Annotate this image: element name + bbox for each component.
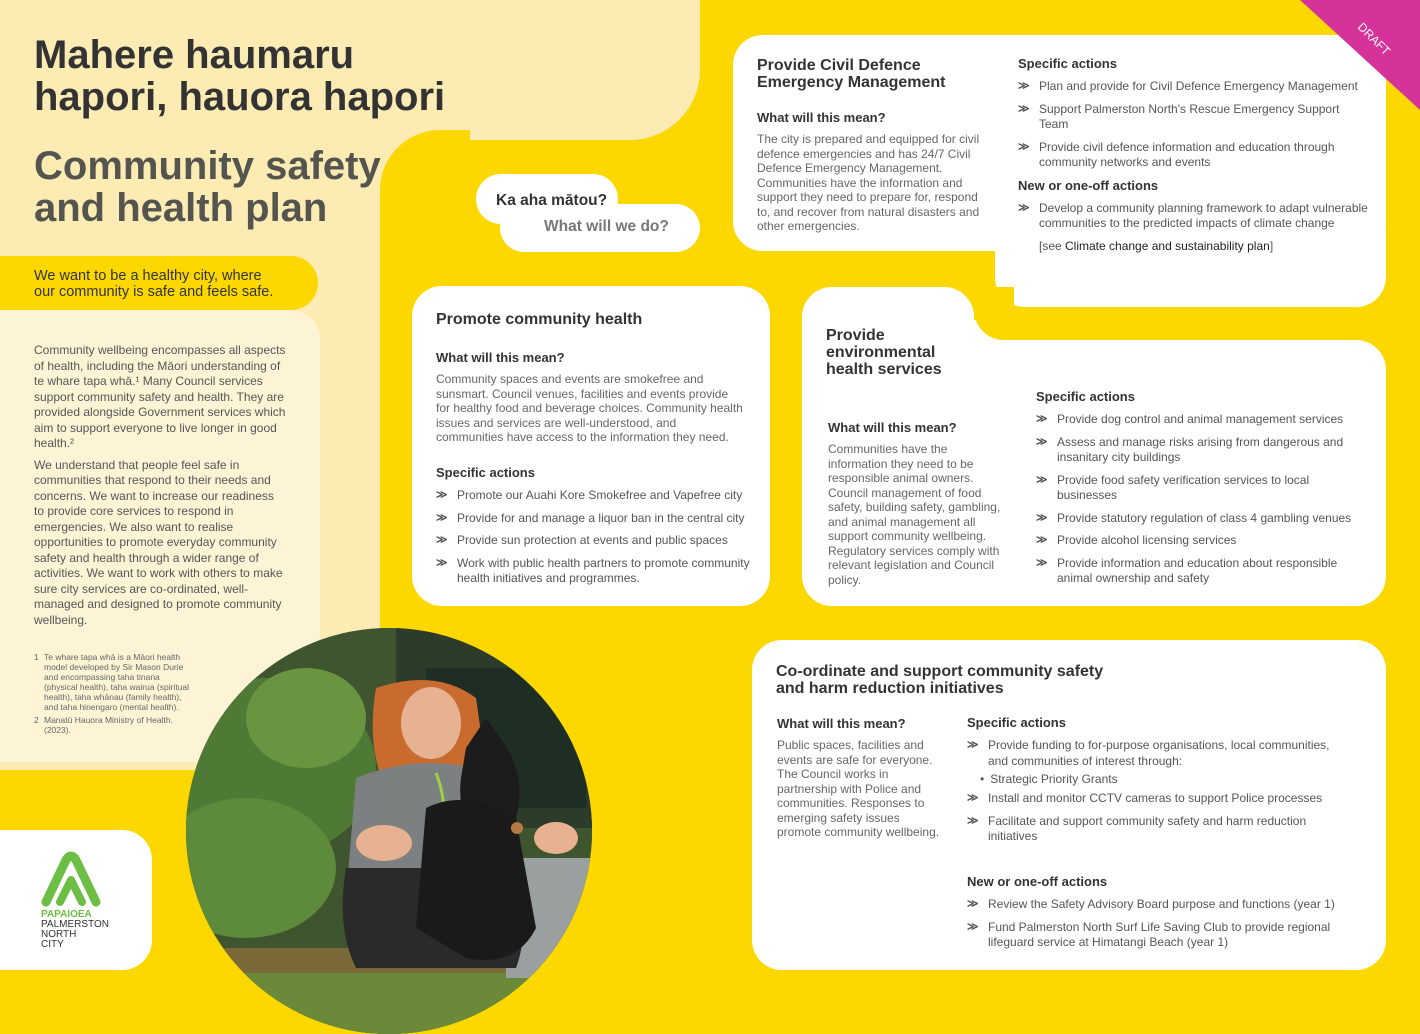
english-title-line-1: Community safety	[34, 144, 381, 188]
chevron-right-icon: ≫	[967, 792, 979, 804]
community-health-meaning-heading: What will this mean?	[436, 350, 565, 365]
staff-with-dog-photo	[186, 628, 592, 1034]
title-panel-notch	[380, 130, 470, 290]
civil-defence-specific-heading: Specific actions	[1018, 56, 1117, 71]
environmental-health-title-line-3: health services	[826, 361, 942, 378]
vision-line-1: We want to be a healthy city, where	[34, 268, 262, 284]
footnote-number: 1	[34, 652, 39, 662]
page-title	[34, 34, 445, 118]
chevron-right-icon: ≫	[436, 489, 448, 501]
safety-harm-sub-bullet: • Strategic Priority Grants	[980, 772, 1118, 786]
safety-harm-actions	[967, 715, 1341, 852]
maori-title-line-1: Mahere haumaru	[34, 33, 355, 77]
environmental-health-action-item: ≫ Provide food safety verification services to local businesses	[1036, 472, 1310, 502]
logo-line-4: CITY	[41, 939, 64, 950]
question-english: What will we do?	[544, 218, 669, 235]
maori-title-line-2: hapori, hauora hapori	[34, 75, 446, 119]
footnote-number: 2	[34, 715, 39, 725]
community-health-action-item: ≫ Provide for and manage a liquor ban in the central city	[436, 510, 745, 525]
logo-card	[0, 830, 152, 970]
environmental-health-action-item: ≫ Provide alcohol licensing services	[1036, 533, 1237, 547]
community-health-action-item: ≫ Work with public health partners to promote community health initiatives and programmes.	[436, 555, 750, 585]
footnote-1	[34, 652, 194, 712]
community-health-action-item: ≫ Provide sun protection at events and public spaces	[436, 533, 728, 547]
chevron-right-icon: ≫	[1018, 102, 1030, 115]
chevron-right-icon: ≫	[1036, 511, 1048, 524]
environmental-health-title-line-2: environmental	[826, 344, 936, 361]
footnote-text: Te whare tapa whā is a Māori health model developed by Sir Mason Durie and encompassing taha tinana (physical health), taha wairua (spiritual health), taha whānau (family health), and taha hinengaro (mental health).	[44, 652, 190, 712]
safety-harm-title	[776, 663, 1103, 697]
safety-harm-title-line-2: and harm reduction initiatives	[776, 680, 1004, 697]
vision-line-2: our community is safe and feels safe.	[34, 284, 274, 300]
chevron-right-icon: ≫	[1036, 534, 1048, 546]
environmental-health-specific-heading: Specific actions	[1036, 389, 1135, 404]
draft-label: DRAFT	[1354, 19, 1394, 59]
draft-ribbon	[1300, 0, 1420, 110]
civil-defence-new-item: ≫ Develop a community planning framework to adapt vulnerable communities to the predicted impacts of climate change	[1018, 200, 1368, 230]
safety-harm-action-item: ≫ Facilitate and support community safety and harm reduction initiatives	[967, 813, 1307, 843]
civil-defence-meaning: The city is prepared and equipped for civil defence emergencies and has 24/7 Civil Defence Emergency Management. Communities have the information and support they need to prepare for, respond to, and recover from natural disasters and other emergencies.	[757, 132, 980, 233]
chevron-right-icon: ≫	[967, 898, 979, 910]
logo-line-2: PALMERSTON	[41, 919, 109, 930]
safety-harm-title-line-1: Co-ordinate and support community safety	[776, 663, 1104, 680]
logo-line-1: PAPAIOEA	[41, 909, 92, 920]
community-health-meaning: Community spaces and events are smokefree and sunsmart. Council venues, facilities and events provide for healthy food and beverage choices. Community health issues and services are well-understood, and communities have access to the information they need.	[436, 372, 743, 444]
civil-defence-meaning-heading: What will this mean?	[757, 110, 886, 125]
chevron-right-icon: ≫	[967, 739, 979, 751]
civil-defence-action-item: ≫ Plan and provide for Civil Defence Emergency Management	[1018, 79, 1358, 93]
chevron-right-icon: ≫	[1036, 556, 1048, 569]
english-title	[34, 145, 381, 229]
climate-plan-link[interactable]: Climate change and sustainability plan	[1065, 238, 1270, 253]
environmental-health-actions	[1036, 389, 1366, 594]
safety-harm-action-item: ≫ Provide funding to for-purpose organisations, local communities, and communities of interest through:	[967, 738, 1330, 768]
civil-defence-new-heading: New or one-off actions	[1018, 177, 1159, 193]
climate-plan-reference: [see Climate change and sustainability plan]	[1039, 238, 1274, 253]
environmental-health-action-item: ≫ Provide statutory regulation of class 4 gambling venues	[1036, 510, 1352, 525]
environmental-health-action-item: ≫ Provide information and education about responsible animal ownership and safety	[1036, 555, 1338, 585]
chevron-right-icon: ≫	[1036, 473, 1048, 486]
footnote-2	[34, 715, 194, 735]
safety-harm-new-actions	[967, 874, 1341, 958]
footnotes	[34, 652, 194, 735]
photo-illustration	[186, 628, 592, 1034]
environmental-health-title-line-1: Provide	[826, 327, 885, 344]
chevron-right-icon: ≫	[1018, 140, 1030, 153]
environmental-health-title	[826, 327, 942, 378]
community-health-specific-heading: Specific actions	[436, 465, 535, 480]
safety-harm-new-heading: New or one-off actions	[967, 874, 1108, 889]
bullet-icon: •	[980, 772, 985, 786]
intro-text	[34, 343, 286, 628]
civil-defence-action-item: ≫ Support Palmerston North's Rescue Emergency Support Team	[1018, 101, 1340, 131]
environmental-health-action-item: ≫ Assess and manage risks arising from dangerous and insanitary city buildings	[1036, 434, 1344, 464]
chevron-right-icon: ≫	[967, 920, 979, 933]
community-health-title: Promote community health	[436, 311, 643, 328]
environmental-health-meaning-heading: What will this mean?	[828, 420, 957, 435]
chevron-right-icon: ≫	[1018, 201, 1030, 214]
intro-paragraph-2: We understand that people feel safe in communities that respond to their needs and concerns. We want to increase our readiness to provide core services to respond in emergencies. We also want to realise opportunities to promote everyday community safety and health through a wider range of activities. We want to work with others to make sure city services are co-ordinated, well-managed and designed to promote community wellbeing.	[34, 457, 283, 627]
environmental-health-action-item: ≫ Provide dog control and animal management services	[1036, 412, 1344, 426]
papaioea-logo-icon	[40, 850, 102, 908]
question-maori: Ka aha mātou?	[496, 192, 608, 209]
chevron-right-icon: ≫	[436, 534, 448, 546]
safety-harm-meaning-heading: What will this mean?	[777, 716, 906, 731]
chevron-right-icon: ≫	[1036, 413, 1048, 425]
community-health-actions	[436, 465, 752, 594]
chevron-right-icon: ≫	[436, 511, 448, 524]
chevron-right-icon: ≫	[1018, 80, 1030, 92]
safety-harm-specific-heading: Specific actions	[967, 715, 1066, 730]
environmental-health-meaning: Communities have the information they need to be responsible animal owners. Council management of food safety, building safety, gambling, and animal management all support community wellbeing. Regulatory services comply with relevant legislation and Council policy.	[828, 442, 1001, 587]
safety-harm-meaning: Public spaces, facilities and events are safe for everyone. The Council works in partnership with Police and communities. Responses to emerging safety issues promote community wellbeing.	[777, 738, 940, 839]
civil-defence-title	[757, 57, 946, 91]
footnote-text: Manatū Hauora Ministry of Health. (2023).	[44, 715, 173, 735]
chevron-right-icon: ≫	[436, 556, 448, 569]
community-health-action-item: ≫ Promote our Auahi Kore Smokefree and Vapefree city	[436, 488, 743, 502]
civil-defence-title-line-1: Provide Civil Defence	[757, 57, 921, 74]
chevron-right-icon: ≫	[967, 814, 979, 827]
safety-harm-new-item: ≫ Fund Palmerston North Surf Life Saving Club to provide regional lifeguard service at Himatangi Beach (year 1)	[967, 919, 1331, 949]
logo-line-3: NORTH	[41, 929, 77, 940]
civil-defence-action-item: ≫ Provide civil defence information and education through community networks and events	[1018, 139, 1335, 169]
vision-banner	[0, 256, 318, 310]
intro-paragraph-1: Community wellbeing encompasses all aspects of health, including the Māori understanding of te whare tapa whā.¹ Many Council services support community safety and health. They are provided alongside Government services which aim to support everyone to live longer in good health.²	[34, 343, 286, 450]
safety-harm-new-item: ≫ Review the Safety Advisory Board purpose and functions (year 1)	[967, 897, 1335, 911]
chevron-right-icon: ≫	[1036, 435, 1048, 448]
safety-harm-action-item: ≫ Install and monitor CCTV cameras to support Police processes	[967, 791, 1323, 805]
english-title-line-2: and health plan	[34, 186, 328, 230]
civil-defence-title-line-2: Emergency Management	[757, 74, 946, 91]
